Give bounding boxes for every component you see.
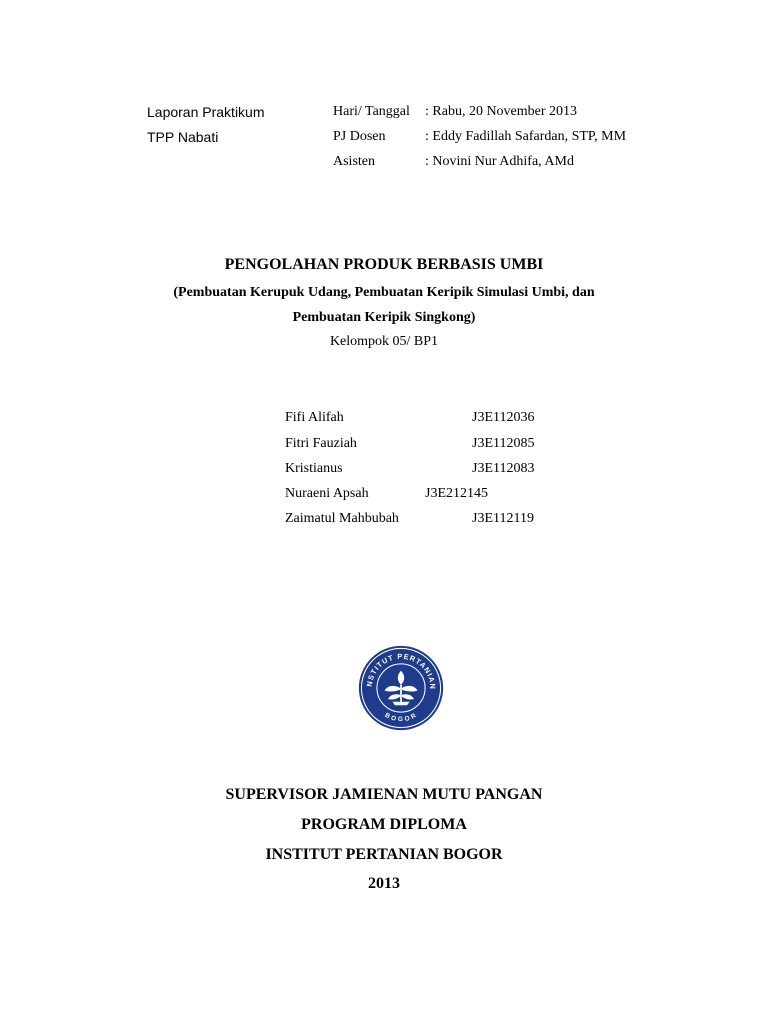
member-name: Kristianus	[285, 461, 343, 476]
date-value: : Rabu, 20 November 2013	[425, 104, 578, 119]
member-nim: J3E212145	[425, 486, 488, 501]
logo-ring-text-bottom: BOGOR	[383, 711, 419, 724]
document-title: PENGOLAHAN PRODUK BERBASIS UMBI	[224, 256, 544, 273]
date-label: Hari/ Tanggal	[333, 104, 410, 119]
group-label: Kelompok 05/ BP1	[329, 334, 439, 349]
member-name: Fitri Fauziah	[285, 436, 357, 451]
member-nim: J3E112083	[472, 461, 535, 476]
document-subtitle-line2: Pembuatan Keripik Singkong)	[292, 310, 476, 325]
report-type-label: Laporan Praktikum	[147, 104, 265, 120]
member-name: Fifi Alifah	[285, 410, 344, 425]
assistant-label: Asisten	[333, 154, 375, 169]
document-subtitle-line1: (Pembuatan Kerupuk Udang, Pembuatan Keripik Simulasi Umbi, dan	[173, 285, 595, 300]
footer-year: 2013	[368, 875, 400, 892]
member-name: Zaimatul Mahbubah	[285, 511, 399, 526]
footer-line-3: INSTITUT PERTANIAN BOGOR	[265, 846, 503, 863]
course-label: TPP Nabati	[147, 129, 219, 145]
member-nim: J3E112036	[472, 410, 535, 425]
footer-line-1: SUPERVISOR JAMIENAN MUTU PANGAN	[225, 786, 543, 803]
member-nim: J3E112119	[472, 511, 534, 526]
lecturer-value: : Eddy Fadillah Safardan, STP, MM	[425, 129, 627, 144]
member-name: Nuraeni Apsah	[285, 486, 369, 501]
ipb-logo	[358, 645, 444, 731]
logo-ring-text-top: NSTITUT PERTANIAN	[364, 651, 438, 691]
footer-line-2: PROGRAM DIPLOMA	[301, 816, 467, 833]
lecturer-label: PJ Dosen	[333, 129, 386, 144]
assistant-value: : Novini Nur Adhifa, AMd	[425, 154, 574, 169]
member-nim: J3E112085	[472, 436, 535, 451]
